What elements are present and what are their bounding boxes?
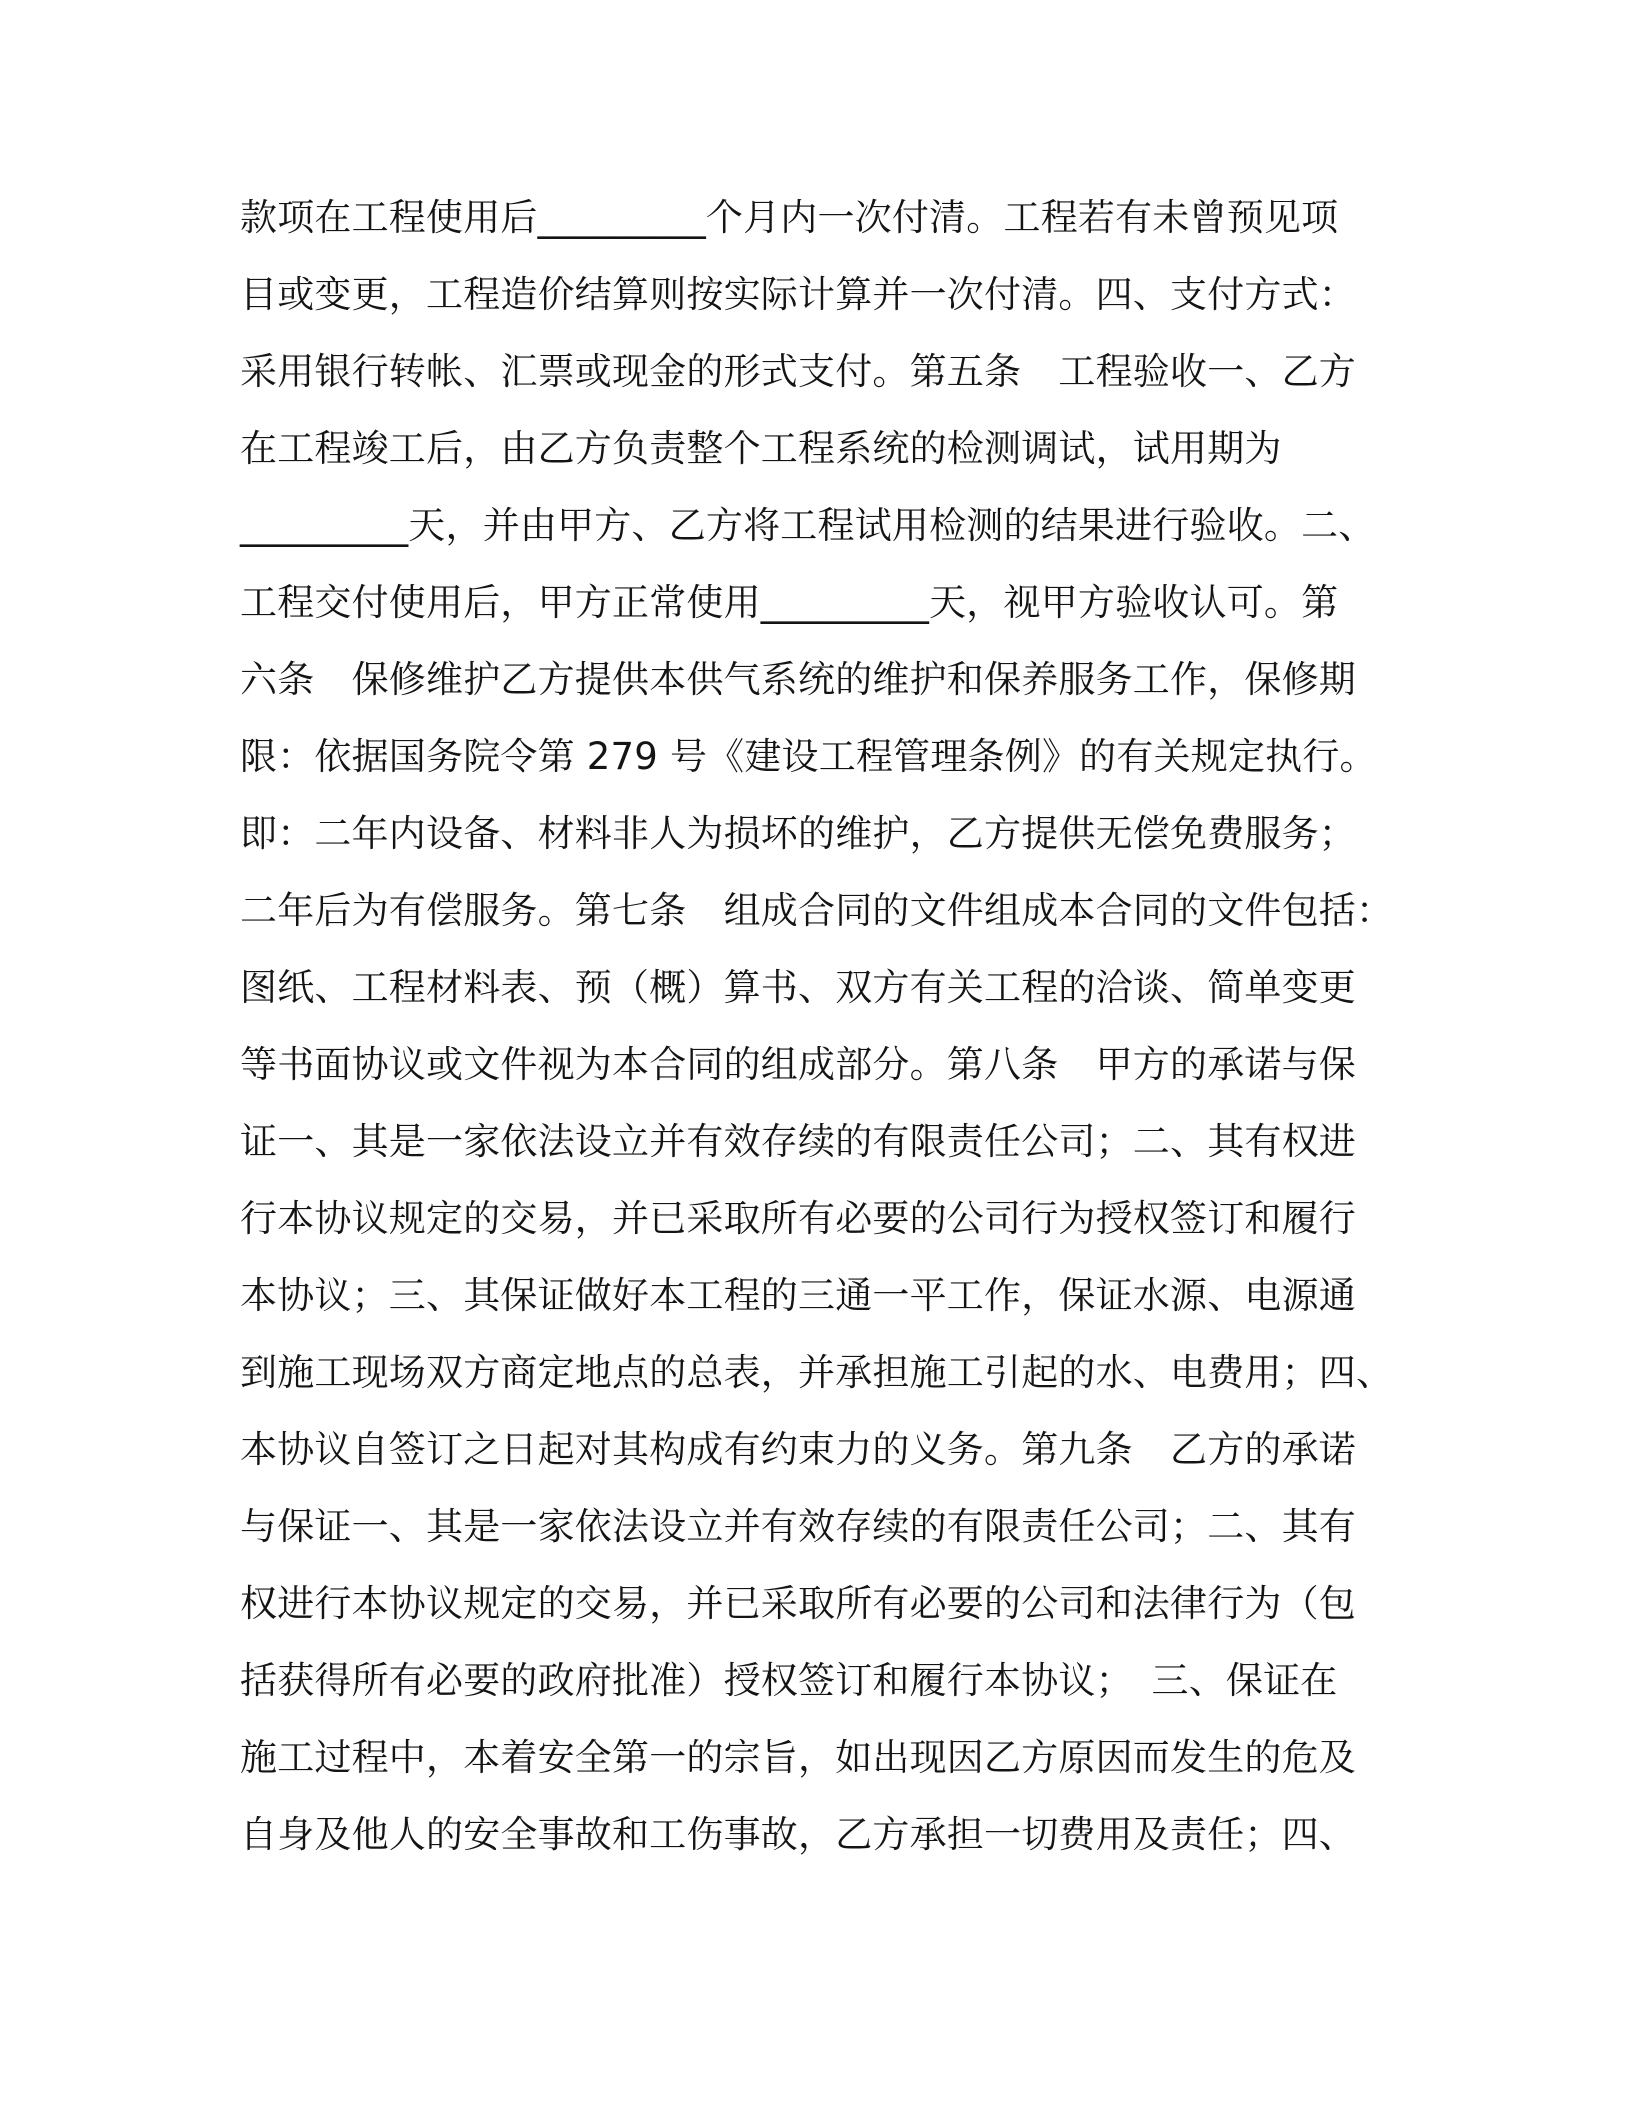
text-line: 括获得所有必要的政府批准）授权签订和履行本协议； 三、保证在	[240, 1659, 1338, 1702]
text-line: 在工程竣工后，由乙方负责整个工程系统的检测调试，试用期为	[240, 427, 1282, 470]
text-line: _________天，并由甲方、乙方将工程试用检测的结果进行验收。二、	[240, 504, 1376, 547]
text-line: 图纸、工程材料表、预（概）算书、双方有关工程的洽谈、简单变更	[240, 966, 1356, 1009]
text-line: 即：二年内设备、材料非人为损坏的维护，乙方提供无偿免费服务；	[240, 812, 1356, 855]
text-line: 等书面协议或文件视为本合同的组成部分。第八条 甲方的承诺与保	[240, 1043, 1356, 1086]
text-line: 本协议自签订之日起对其构成有约束力的义务。第九条 乙方的承诺	[240, 1428, 1356, 1471]
text-line: 六条 保修维护乙方提供本供气系统的维护和保养服务工作，保修期	[240, 658, 1356, 701]
text-line: 与保证一、其是一家依法设立并有效存续的有限责任公司；二、其有	[240, 1505, 1356, 1548]
text-line: 到施工现场双方商定地点的总表，并承担施工引起的水、电费用；四、	[240, 1351, 1394, 1394]
text-line: 采用银行转帐、汇票或现金的形式支付。第五条 工程验收一、乙方	[240, 350, 1356, 393]
text-line: 二年后为有偿服务。第七条 组成合同的文件组成本合同的文件包括：	[240, 889, 1394, 932]
text-line: 限：依据国务院令第 279 号《建设工程管理条例》的有关规定执行。	[240, 735, 1377, 778]
text-line: 本协议；三、其保证做好本工程的三通一平工作，保证水源、电源通	[240, 1274, 1356, 1317]
text-line: 自身及他人的安全事故和工伤事故，乙方承担一切费用及责任；四、	[240, 1813, 1356, 1856]
text-line: 目或变更，工程造价结算则按实际计算并一次付清。四、支付方式：	[240, 273, 1356, 316]
contract-text-body	[240, 186, 1394, 1880]
text-line: 证一、其是一家依法设立并有效存续的有限责任公司；二、其有权进	[240, 1120, 1356, 1163]
text-line: 工程交付使用后，甲方正常使用_________天，视甲方验收认可。第	[240, 581, 1339, 624]
text-line: 款项在工程使用后_________个月内一次付清。工程若有未曾预见项	[240, 196, 1339, 239]
text-line: 施工过程中，本着安全第一的宗旨，如出现因乙方原因而发生的危及	[240, 1736, 1356, 1779]
text-line: 权进行本协议规定的交易，并已采取所有必要的公司和法律行为（包	[240, 1582, 1356, 1625]
text-line: 行本协议规定的交易，并已采取所有必要的公司行为授权签订和履行	[240, 1197, 1356, 1240]
